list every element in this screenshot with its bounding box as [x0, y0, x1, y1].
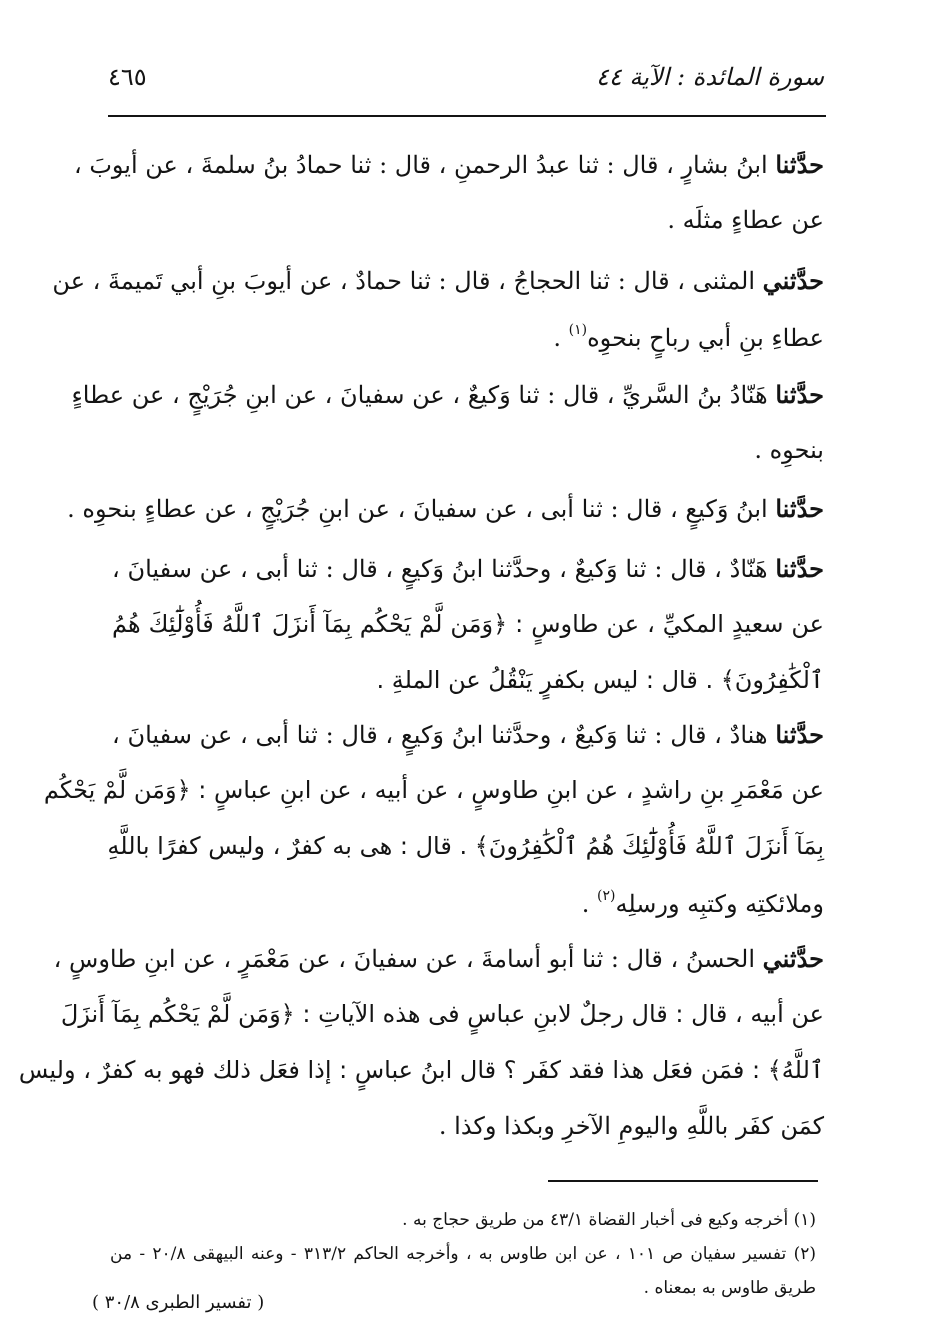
- paragraph-line: عن مَعْمَرِ بنِ راشدٍ ، عن ابنِ طاوسٍ ، عن أبيه ، عن ابنِ عباسٍ : ﴿وَمَن لَّمْ يَحْكُم: [43, 776, 824, 804]
- narration-lead: حدَّثنا: [775, 150, 824, 179]
- paragraph-line: حدَّثنا هَنّادُ بنُ السَّريِّ ، قال : ثنا وَكيعٌ ، عن سفيانَ ، عن ابنِ جُرَيْجٍ ، عن عطاءٍ: [71, 380, 824, 409]
- hadith-paragraph-6: [43, 720, 825, 930]
- source-note: ( تفسير الطبرى ٣٠/٨ ): [92, 1292, 265, 1313]
- footnote-ref-2[interactable]: (٢): [596, 888, 616, 904]
- hadith-paragraph-2: [52, 266, 824, 356]
- running-title: سورة المائدة : الآية ٤٤: [596, 63, 824, 91]
- footnote-ref-1[interactable]: (١): [568, 322, 588, 338]
- narration-lead: حدَّثني: [762, 266, 824, 295]
- footnote-rule: [548, 1180, 818, 1182]
- paragraph-line: حدَّثنا هَنّادٌ ، قال : ثنا وَكيعٌ ، وحدَّثنا ابنُ وَكيعٍ ، قال : ثنا أبى ، عن سفيانَ ،: [112, 554, 825, 583]
- paragraph-line: وملائكتِه وكتبِه ورسلِه$^{(٢)}$ .: [581, 888, 824, 918]
- hadith-paragraph-1: [73, 150, 824, 240]
- narration-lead: حدَّثنا: [775, 554, 825, 583]
- footnote-1: (١) أخرجه وكيع فى أخبار القضاة ٤٣/١ من طريق حجاج به .: [402, 1210, 816, 1230]
- footnote-2: (٢) تفسير سفيان ص ١٠١ ، عن ابن طاوس به ، وأخرجه الحاكم ٣١٣/٢ - وعنه البيهقى ٢٠/٨ - من: [110, 1244, 816, 1264]
- header-rule: [108, 115, 826, 117]
- narration-lead: حدَّثنا: [775, 494, 824, 523]
- hadith-paragraph-7: [18, 944, 824, 1154]
- hadith-paragraph-5: [112, 554, 824, 704]
- narration-lead: حدَّثني: [762, 944, 824, 973]
- paragraph-line: حدَّثنا ابنُ بشارٍ ، قال : ثنا عبدُ الرحمنِ ، قال : ثنا حمادُ بنُ سلمةَ ، عن أيوبَ ،: [73, 150, 824, 179]
- hadith-paragraph-4: [67, 494, 824, 534]
- paragraph-line: حدَّثنا ابنُ وَكيعٍ ، قال : ثنا أبى ، عن سفيانَ ، عن ابنِ جُرَيْجٍ ، عن عطاءٍ بنحوِه .: [67, 494, 824, 523]
- paragraph-line: بِمَآ أَنزَلَ ٱللَّهُ فَأُوْلَٰٓئِكَ هُمُ ٱلْكَٰفِرُونَ﴾ . قال : هى به كفرٌ ، وليس كفرًا باللَّهِ: [107, 832, 824, 860]
- paragraph-line: كمَن كفَر باللَّهِ واليومِ الآخرِ وبكذا وكذا .: [438, 1112, 824, 1140]
- narration-lead: حدَّثنا: [775, 380, 824, 409]
- paragraph-line: ٱلْكَٰفِرُونَ﴾ . قال : ليس بكفرٍ يَنْقُلُ عن الملةِ .: [376, 666, 824, 694]
- footnote-2-continuation: طريق طاوس به بمعناه .: [643, 1278, 816, 1298]
- page-header: [108, 52, 824, 102]
- paragraph-line: حدَّثني المثنى ، قال : ثنا الحجاجُ ، قال : ثنا حمادٌ ، عن أيوبَ بنِ أبي تَميمةَ ، عن: [52, 266, 824, 295]
- paragraph-line: حدَّثني الحسنُ ، قال : ثنا أبو أسامةَ ، عن سفيانَ ، عن مَعْمَرٍ ، عن ابنِ طاوسٍ ،: [53, 944, 824, 973]
- page-number: ٤٦٥: [108, 63, 147, 91]
- paragraph-line: عطاءِ بنِ أبي رباحٍ بنحوِه$^{(١)}$ .: [553, 322, 824, 352]
- hadith-paragraph-3: [71, 380, 824, 470]
- narration-lead: حدَّثنا: [775, 720, 825, 749]
- paragraph-line: عن سعيدٍ المكيِّ ، عن طاوسٍ : ﴿وَمَن لَّمْ يَحْكُم بِمَآ أَنزَلَ ٱللَّهُ فَأُوْلَٰٓئِكَ هُمُ: [112, 610, 824, 638]
- paragraph-line: ٱللَّهُ﴾ : فمَن فعَل هذا فقد كفَر ؟ قال ابنُ عباسٍ : إذا فعَل ذلك فهو به كفرٌ ، وليس: [18, 1056, 824, 1084]
- paragraph-line: بنحوِه .: [754, 436, 824, 464]
- paragraph-line: عن أبيه ، قال : قال رجلٌ لابنِ عباسٍ فى هذه الآياتِ : ﴿وَمَن لَّمْ يَحْكُم بِمَآ أَنزَلَ: [60, 1000, 824, 1028]
- paragraph-line: حدَّثنا هنادٌ ، قال : ثنا وَكيعٌ ، وحدَّثنا ابنُ وَكيعٍ ، قال : ثنا أبى ، عن سفيانَ ،: [112, 720, 825, 749]
- paragraph-line: عن عطاءٍ مثلَه .: [667, 206, 824, 234]
